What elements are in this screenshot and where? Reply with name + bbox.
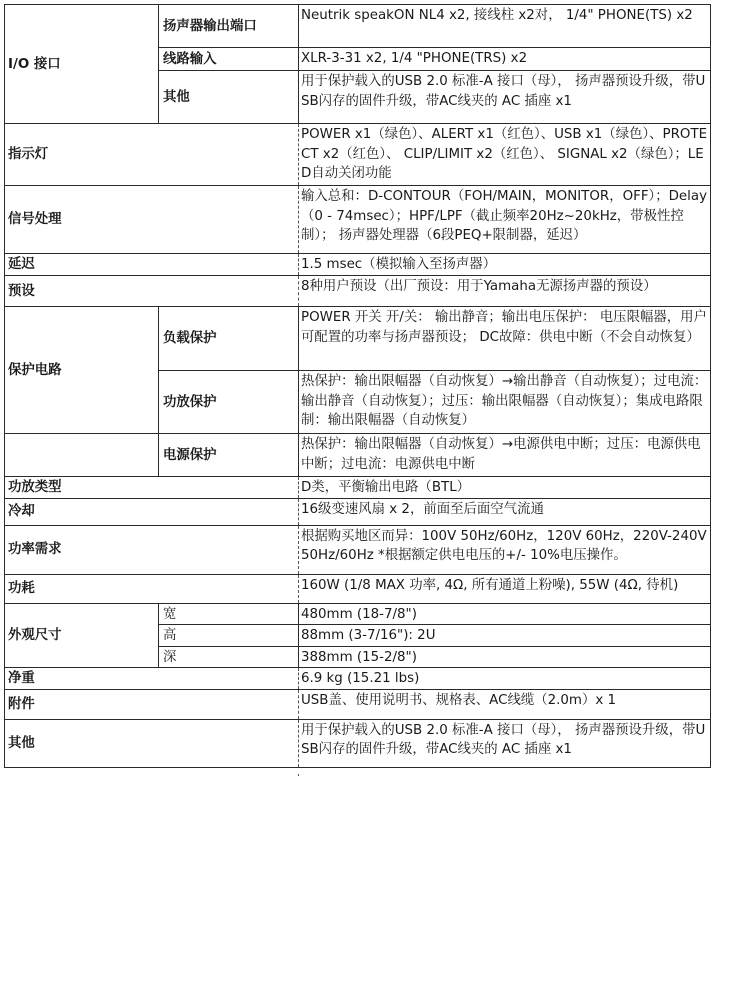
table-row bbox=[5, 186, 711, 254]
table-row bbox=[5, 719, 711, 767]
consumption-label: 功耗 bbox=[5, 574, 299, 603]
other-label: 其他 bbox=[5, 719, 299, 767]
depth-value: 388mm (15-2/8") bbox=[299, 646, 711, 668]
latency-value: 1.5 msec（模拟输入至扬声器） bbox=[299, 254, 711, 276]
speaker-out-value: Neutrik speakON NL4 x2, 接线柱 x2对， 1/4" PHONE(TS) x2 bbox=[299, 5, 711, 48]
table-row bbox=[5, 689, 711, 719]
accessories-value: USB盖、使用说明书、规格表、AC线缆（2.0m）x 1 bbox=[299, 689, 711, 719]
cooling-label: 冷却 bbox=[5, 498, 299, 525]
protection-category-cont bbox=[5, 434, 159, 477]
weight-label: 净重 bbox=[5, 668, 299, 690]
weight-value: 6.9 kg (15.21 lbs) bbox=[299, 668, 711, 690]
table-row bbox=[5, 603, 711, 625]
table-row bbox=[5, 5, 711, 48]
load-protection-value: POWER 开关 开/关： 输出静音；输出电压保护： 电压限幅器，用户可配置的功率与扬声器预设； DC故障：供电中断（不会自动恢复） bbox=[299, 307, 711, 371]
column-divider-tail bbox=[298, 774, 299, 776]
height-value: 88mm (3-7/16"): 2U bbox=[299, 625, 711, 647]
load-protection-label: 负载保护 bbox=[159, 307, 299, 371]
power-req-label: 功率需求 bbox=[5, 525, 299, 574]
cooling-value: 16级变速风扇 x 2，前面至后面空气流通 bbox=[299, 498, 711, 525]
table-row bbox=[5, 477, 711, 499]
width-value: 480mm (18-7/8") bbox=[299, 603, 711, 625]
depth-label: 深 bbox=[159, 646, 299, 668]
psu-protection-value: 热保护：输出限幅器（自动恢复）→电源供电中断；过压：电源供电中断；过电流：电源供电中断 bbox=[299, 434, 711, 477]
amp-protection-value: 热保护：输出限幅器（自动恢复）→输出静音（自动恢复）；过电流：输出静音（自动恢复）；过压：输出限幅器（自动恢复）；集成电路限制：输出限幅器（自动恢复） bbox=[299, 371, 711, 434]
psu-protection-label: 电源保护 bbox=[159, 434, 299, 477]
indicators-label: 指示灯 bbox=[5, 124, 299, 186]
presets-label: 预设 bbox=[5, 276, 299, 307]
consumption-value: 160W (1/8 MAX 功率, 4Ω, 所有通道上粉噪), 55W (4Ω, 待机) bbox=[299, 574, 711, 603]
amp-type-label: 功放类型 bbox=[5, 477, 299, 499]
processing-value-text: 输入总和：D-CONTOUR（FOH/MAIN，MONITOR，OFF）；Delay（0 - 74msec）；HPF/LPF（截止频率20Hz~20kHz，带极性控制）； 扬声器处理器（6段PEQ+限制器，延迟） bbox=[301, 189, 708, 243]
latency-label: 延迟 bbox=[5, 254, 299, 276]
processing-value bbox=[299, 186, 711, 254]
accessories-label: 附件 bbox=[5, 689, 299, 719]
amp-type-value: D类，平衡输出电路（BTL） bbox=[299, 477, 711, 499]
table-row bbox=[5, 434, 711, 477]
presets-value: 8种用户预设（出厂预设：用于Yamaha无源扬声器的预设） bbox=[299, 276, 711, 307]
table-row bbox=[5, 525, 711, 574]
width-label: 宽 bbox=[159, 603, 299, 625]
io-other-label: 其他 bbox=[159, 71, 299, 124]
processing-label: 信号处理 bbox=[5, 186, 299, 254]
spec-table bbox=[4, 4, 711, 768]
line-in-label: 线路输入 bbox=[159, 48, 299, 71]
table-row bbox=[5, 668, 711, 690]
table-row bbox=[5, 124, 711, 186]
speaker-out-label: 扬声器输出端口 bbox=[159, 5, 299, 48]
table-row bbox=[5, 574, 711, 603]
io-other-value: 用于保护载入的USB 2.0 标准-A 接口（母）， 扬声器预设升级，带USB闪存的固件升级，带AC线夹的 AC 插座 x1 bbox=[299, 71, 711, 124]
table-row bbox=[5, 307, 711, 371]
table-row bbox=[5, 498, 711, 525]
dimensions-category: 外观尺寸 bbox=[5, 603, 159, 668]
table-row bbox=[5, 254, 711, 276]
height-label: 高 bbox=[159, 625, 299, 647]
power-req-value: 根据购买地区而异：100V 50Hz/60Hz，120V 60Hz，220V-240V 50Hz/60Hz *根据额定供电电压的+/- 10%电压操作。 bbox=[299, 525, 711, 574]
other-value: 用于保护载入的USB 2.0 标准-A 接口（母）， 扬声器预设升级，带USB闪存的固件升级，带AC线夹的 AC 插座 x1 bbox=[299, 719, 711, 767]
amp-protection-label: 功放保护 bbox=[159, 371, 299, 434]
line-in-value: XLR-3-31 x2, 1/4 "PHONE(TRS) x2 bbox=[299, 48, 711, 71]
protection-category: 保护电路 bbox=[5, 307, 159, 434]
table-row bbox=[5, 276, 711, 307]
indicators-value: POWER x1（绿色）、ALERT x1（红色）、USB x1（绿色）、PROTECT x2（红色）、 CLIP/LIMIT x2（红色）、 SIGNAL x2（绿色）；LED自动关闭功能 bbox=[299, 124, 711, 186]
io-category: I/O 接口 bbox=[5, 5, 159, 124]
